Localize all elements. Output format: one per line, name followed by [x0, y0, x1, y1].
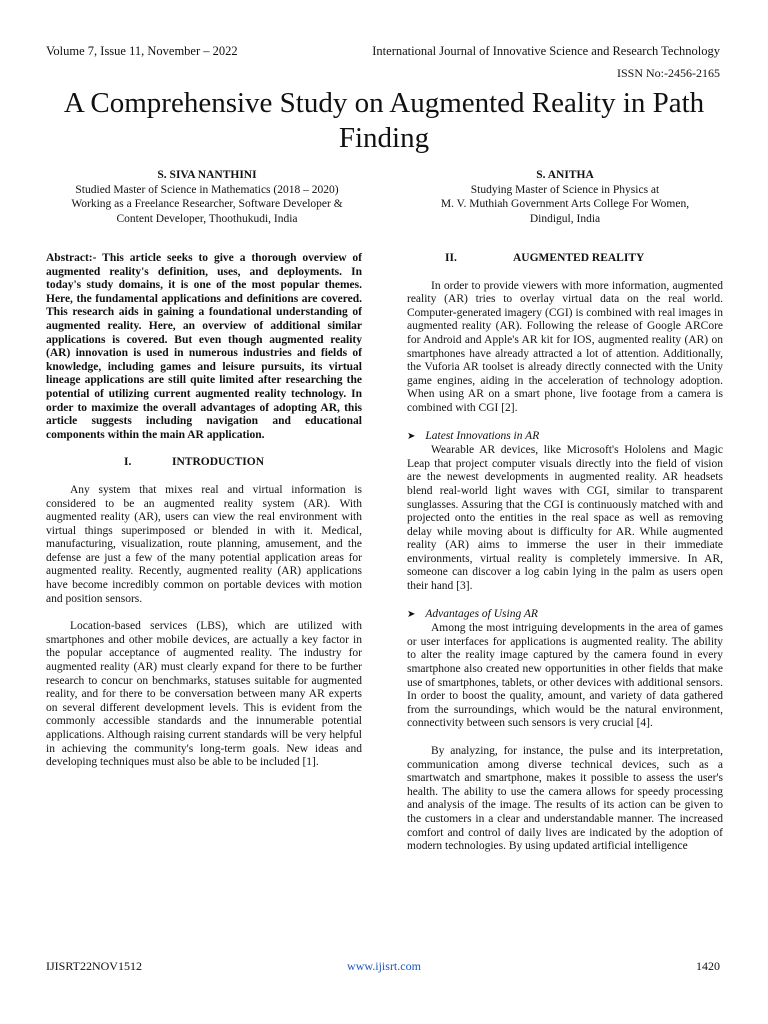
arrowhead-bullet-icon: ➤	[407, 608, 416, 620]
issn: ISSN No:-2456-2165	[616, 66, 720, 80]
paper-id: IJISRT22NOV1512	[46, 959, 142, 973]
author-affiliation-line: M. V. Muthiah Government Arts College For Women,	[440, 198, 690, 210]
section-heading-introduction	[46, 456, 362, 470]
section-heading-augmented-reality	[407, 252, 723, 266]
abstract: Abstract:- This article seeks to give a thorough overview of augmented reality's definition, uses, and deployments. In today's study domains, it is one of the most popular themes. Here, the fundamental applications and definitions are covered. This research aids in gaining a foundational understanding of augmented reality. Here, an overview of additional similar applications is covered. But even though augmented reality (AR) innovation is used in numerous industries and fields of knowledge, including games and leisure pursuits, its virtual lineage applications are still quite limited after researching the potential of utilizing current augmented reality technology. In order to maximize the overall advantages of adopting AR, this article suggests including navigation and educational components within the main AR application.	[46, 252, 362, 441]
subsection-heading	[407, 608, 723, 622]
author-affiliation-line: Dindigul, India	[529, 212, 601, 225]
author-block-1	[42, 168, 372, 226]
subsection-title: Latest Innovations in AR	[425, 429, 540, 442]
subsection-heading	[407, 430, 723, 444]
subsection-title: Advantages of Using AR	[425, 607, 538, 620]
section-number: I.	[124, 456, 132, 469]
website-link[interactable]: www.ijisrt.com	[347, 959, 421, 973]
section-title: AUGMENTED REALITY	[513, 252, 645, 264]
paper-title: A Comprehensive Study on Augmented Reality in Path Finding	[63, 87, 705, 154]
journal-name: International Journal of Innovative Science and Research Technology	[372, 44, 720, 58]
author-affiliation-line: Working as a Freelance Researcher, Software Developer &	[71, 198, 343, 210]
author-name: S. SIVA NANTHINI	[157, 169, 257, 181]
author-affiliation-line: Content Developer, Thoothukudi, India	[116, 212, 298, 225]
paragraph: Among the most intriguing developments in the area of games or user interfaces for applications is augmented reality. The ability to alter the reality image captured by the camera found in every smartphone also created new opportunities in other fields that make use of smartphones, tablets, or other devices with additional sensors. In order to boost the quality, amount, and variety of data gathered from the surroundings, which would be the natural environment, connectivity between such sensors is very crucial [4].	[407, 622, 723, 730]
right-column	[407, 252, 723, 868]
author-block-2	[400, 168, 730, 226]
volume-issue: Volume 7, Issue 11, November – 2022	[46, 44, 238, 58]
author-affiliation-line: Studied Master of Science in Mathematics (2018 – 2020)	[75, 183, 339, 196]
paragraph: Wearable AR devices, like Microsoft's Hololens and Magic Leap that project computer visuals directly into the field of vision are the newest developments in augmented reality. AR headsets blend real-world light waves with CGI, similar to transparent sunglasses. Assuring that the CGI is continuously matched with and projected onto the entities in the real space as well as removing delay while moving about is difficulty for AR. While augmented reality (AR) aims to immerse the user in their immediate environments, virtual reality is completely immersive. In AR, someone can discover a log cabin lying in the palm as users open their hand [3].	[407, 444, 723, 593]
paragraph: Any system that mixes real and virtual information is considered to be an augmented reality system (AR). With augmented reality (AR), users can view the real environment with virtual things superimposed or blended in with it. Medical, manufacturing, visualization, route planning, amusement, and the defense are just a few of the many potential application areas for augmented reality. Recently, augmented reality (AR) applications have become incredibly common on portable devices with motion and position sensors.	[46, 483, 362, 605]
page-number: 1420	[696, 959, 720, 973]
paragraph: In order to provide viewers with more information, augmented reality (AR) tries to overlay virtual data on the real world. Computer-generated imagery (CGI) is combined with real images in augmented reality (AR). Following the release of Google ARCore for Android and Apple's AR kit for IOS, augmented reality (AR) on smartphones have already attracted a lot of attention. Additionally, the Vuforia AR toolset is already directly connected with the Unity game engines, aiding in the acceleration of technology adoption. When using AR on a smart phone, live footage from a camera is combined with CGI [2].	[407, 279, 723, 414]
paragraph: By analyzing, for instance, the pulse and its interpretation, communication among diverse technical devices, such as a smartwatch and smartphone, makes it possible to assess the user's health. The ability to use the camera allows for speedy processing and analysis of the image. The results of its action can be given to the customers in a clear and understandable manner. The increased comfort and control of daily lives are indicated by the adoption of modern technologies. By using updated artificial intelligence	[407, 745, 723, 853]
arrowhead-bullet-icon: ➤	[407, 430, 416, 442]
left-column	[46, 252, 362, 784]
paragraph: Location-based services (LBS), which are utilized with smartphones and other mobile devices, are actually a key factor in the popular acceptance of augmented reality. The industry for augmented reality (AR) must clearly expand for there to be further research to concur on benchmarks, statuses suitable for augmented reality, and for there to be conversation between many AR experts on several different development levels. This is evident from the commonly accessible standards and the innumerable potential applications. Although raising current standards will be very helpful in achieving the community's long-term goals. New ideas and developing techniques must also be able to be included [1].	[46, 620, 362, 769]
section-number: II.	[445, 252, 457, 264]
section-title: INTRODUCTION	[172, 456, 265, 469]
author-name: S. ANITHA	[536, 169, 594, 181]
author-affiliation-line: Studying Master of Science in Physics at	[470, 183, 660, 196]
